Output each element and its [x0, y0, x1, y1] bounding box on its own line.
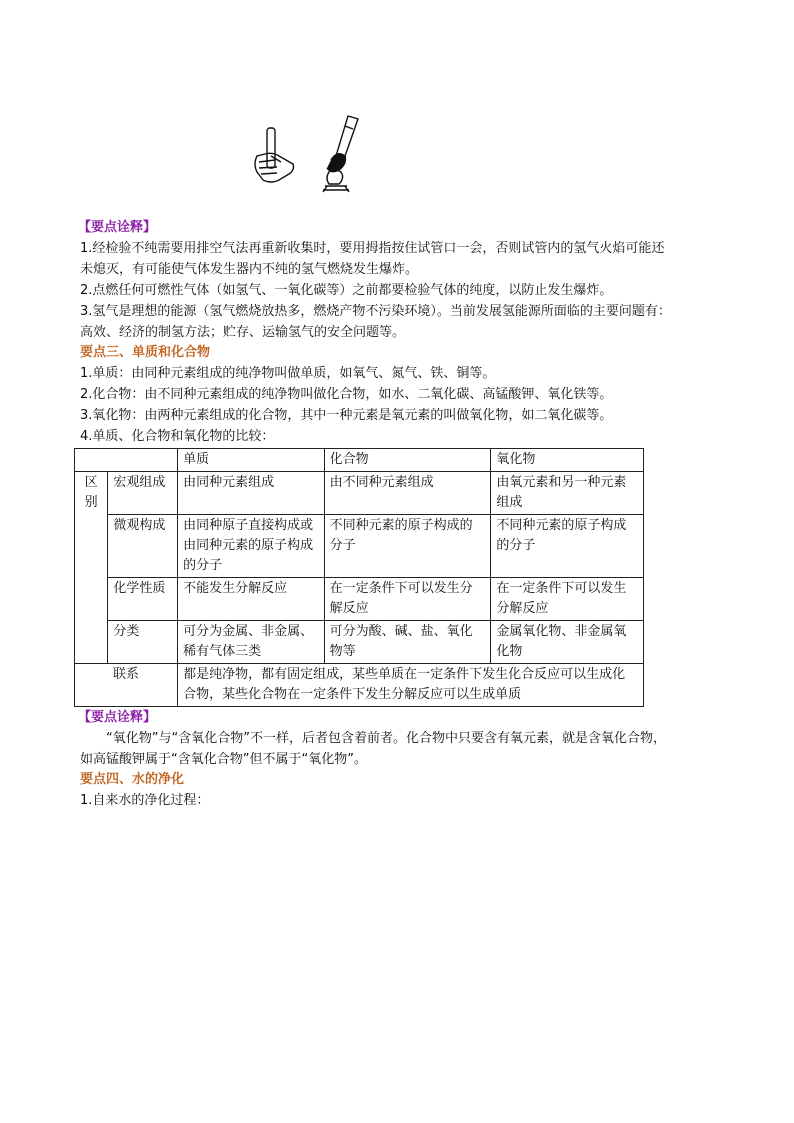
section4-heading: 要点四、水的净化 [80, 772, 185, 787]
table-link-label: 联系 [75, 664, 178, 707]
table-cell: 不能发生分解反应 [178, 578, 325, 621]
table-cell: 在一定条件下可以发生分解反应 [491, 578, 644, 621]
table-row-label: 宏观组成 [108, 472, 178, 515]
table-cell: 可分为酸、碱、盐、氧化物等 [324, 621, 491, 664]
table-corner-cell [75, 449, 178, 472]
note1-paragraph-2: 2.点燃任何可燃性气体（如氢气、一氧化碳等）之前都要检验气体的纯度，以防止发生爆炸。 [80, 283, 613, 298]
table-link-text: 都是纯净物，都有固定组成，某些单质在一定条件下发生化合反应可以生成化合物，某些化合物在一定条件下发生分解反应可以生成单质 [178, 664, 644, 707]
section3-paragraph-1: 1.单质：由同种元素组成的纯净物叫做单质，如氧气、氮气、铁、铜等。 [80, 366, 496, 381]
note2-paragraph-1b: 如高锰酸钾属于“含氧化合物”但不属于“氧化物”。 [80, 752, 367, 767]
note-heading-2: 【要点诠释】 [78, 710, 157, 725]
table-cell: 可分为金属、非金属、稀有气体三类 [178, 621, 325, 664]
comparison-table [74, 448, 644, 707]
table-header-cell: 氧化物 [491, 449, 644, 472]
table-row [75, 472, 644, 515]
table-row-label: 化学性质 [108, 578, 178, 621]
section3-paragraph-4: 4.单质、化合物和氧化物的比较： [80, 429, 275, 444]
table-cell: 不同种元素的原子构成的分子 [324, 515, 491, 578]
table-row-label: 微观构成 [108, 515, 178, 578]
table-row [75, 515, 644, 578]
table-header-row [75, 449, 644, 472]
table-cell: 由同种原子直接构成或由同种元素的原子构成的分子 [178, 515, 325, 578]
section3-paragraph-3: 3.氧化物：由两种元素组成的化合物，其中一种元素是氧元素的叫做氧化物，如二氧化碳等。 [80, 408, 613, 423]
hydrogen-purity-test-illustration [245, 112, 375, 202]
section3-heading: 要点三、单质和化合物 [80, 345, 211, 360]
note1-paragraph-1a: 1.经检验不纯需要用排空气法再重新收集时，要用拇指按住试管口一会，否则试管内的氢气火焰可能还 [80, 241, 665, 256]
table-cell: 由不同种元素组成 [324, 472, 491, 515]
table-row [75, 578, 644, 621]
note1-paragraph-3b: 高效、经济的制氢方法；贮存、运输氢气的安全问题等。 [80, 325, 406, 340]
table-cell: 在一定条件下可以发生分解反应 [324, 578, 491, 621]
table-cell: 金属氧化物、非金属氧化物 [491, 621, 644, 664]
note2-paragraph-1a: “氧化物”与“含氧化合物”不一样，后者包含着前者。化合物中只要含有氧元素，就是含氧化合物， [106, 731, 666, 746]
table-row-label: 分类 [108, 621, 178, 664]
note1-paragraph-3a: 3.氢气是理想的能源（氢气燃烧放热多，燃烧产物不污染环境）。当前发展氢能源所面临的主要问题有： [80, 304, 671, 319]
table-row [75, 621, 644, 664]
note-heading-1: 【要点诠释】 [78, 220, 157, 235]
table-header-cell: 化合物 [324, 449, 491, 472]
section4-paragraph-1: 1.自来水的净化过程： [80, 793, 210, 808]
test-tube-held-by-hand-drawing [255, 128, 294, 182]
note1-paragraph-1b: 未熄灭，有可能使气体发生器内不纯的氢气燃烧发生爆炸。 [80, 262, 419, 277]
table-cell: 由同种元素组成 [178, 472, 325, 515]
table-cell: 不同种元素的原子构成的分子 [491, 515, 644, 578]
table-cell: 由氧元素和另一种元素组成 [491, 472, 644, 515]
document-body [80, 218, 720, 811]
table-header-cell: 单质 [178, 449, 325, 472]
test-tube-over-flame-drawing [323, 116, 358, 192]
section3-paragraph-2: 2.化合物：由不同种元素组成的纯净物叫做化合物，如水、二氧化碳、高锰酸钾、氧化铁等。 [80, 387, 613, 402]
table-link-row [75, 664, 644, 707]
table-side-label: 区 别 [75, 472, 108, 664]
